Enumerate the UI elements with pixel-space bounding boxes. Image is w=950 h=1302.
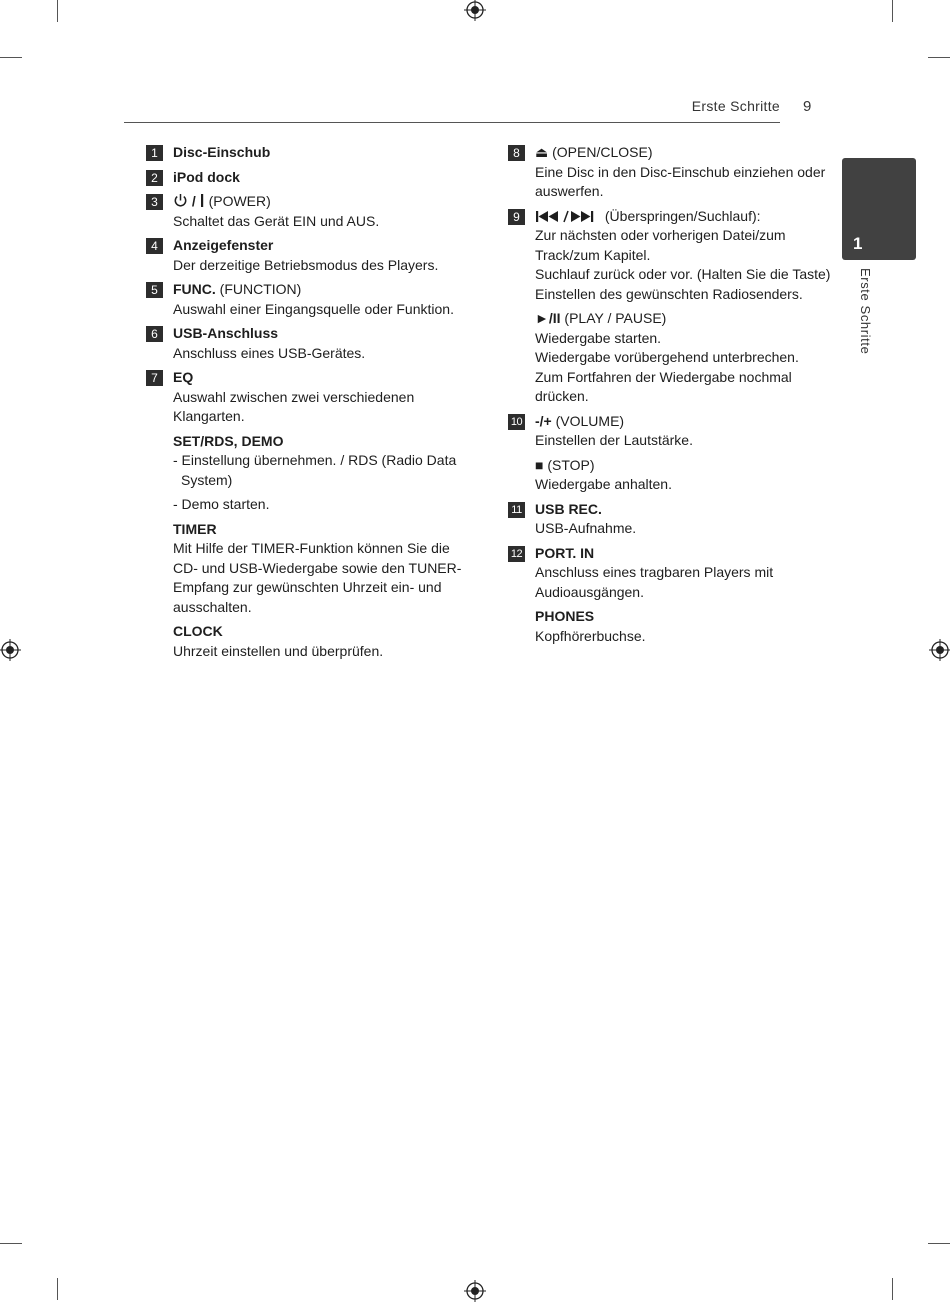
item-number: 11 — [508, 502, 525, 518]
sub-title: SET/RDS, DEMO — [173, 432, 284, 449]
sub-title: TIMER — [173, 520, 217, 537]
crop-mark — [892, 0, 893, 22]
right-column — [508, 143, 834, 651]
item-number: 10 — [508, 414, 525, 430]
crop-mark — [892, 1278, 893, 1300]
registration-mark-icon — [464, 0, 486, 21]
item-title: USB-Anschluss — [173, 325, 279, 341]
item-number: 8 — [508, 145, 525, 161]
list-item — [146, 143, 468, 163]
sub-label: (PLAY / PAUSE) — [560, 310, 667, 326]
item-description: Anschluss eines USB-Gerätes. — [173, 344, 366, 361]
item-number: 7 — [146, 370, 163, 386]
sub-description: Wiedergabe vorübergehend unterbrechen. — [535, 349, 799, 365]
registration-mark-icon — [464, 1280, 486, 1302]
chapter-side-label: Erste Schritte — [858, 268, 873, 355]
item-description: Schaltet das Gerät EIN und AUS. — [173, 212, 380, 229]
item-number: 2 — [146, 170, 163, 186]
stop-icon: ■ — [535, 456, 544, 473]
item-number: 6 — [146, 326, 163, 342]
sub-entry-phones — [535, 607, 834, 646]
list-item — [146, 368, 468, 661]
crop-mark — [57, 1278, 58, 1300]
list-item — [508, 143, 834, 202]
list-item — [508, 412, 834, 495]
running-header-title: Erste Schritte — [691, 98, 780, 114]
item-label: (POWER) — [208, 193, 271, 209]
crop-mark — [928, 57, 950, 58]
list-item — [146, 192, 468, 231]
item-label: (VOLUME) — [551, 412, 625, 429]
list-item — [146, 168, 468, 188]
item-number: 5 — [146, 282, 163, 298]
item-description: Auswahl zwischen zwei verschiedenen Klangarten. — [173, 388, 415, 424]
item-description: USB-Aufnahme. — [535, 520, 637, 536]
item-description: Suchlauf zurück oder vor. (Halten Sie die Taste) Einstellen des gewünschten Radiosenders. — [535, 266, 831, 302]
left-column — [146, 143, 468, 666]
skip-search-icon — [535, 210, 601, 223]
item-number: 3 — [146, 194, 163, 210]
eject-icon: ⏏ — [535, 144, 549, 160]
item-description: Eine Disc in den Disc-Einschub einziehen oder auswerfen. — [535, 163, 826, 199]
sub-description: Wiedergabe starten. — [535, 329, 662, 346]
registration-mark-icon — [929, 639, 950, 661]
item-title: FUNC. — [173, 281, 216, 297]
registration-mark-icon — [0, 639, 21, 661]
sub-entry-clock — [173, 622, 468, 661]
crop-mark — [928, 1243, 950, 1244]
sub-entry-timer — [173, 520, 468, 618]
item-title: USB REC. — [535, 500, 602, 517]
crop-mark — [57, 0, 58, 22]
page-number: 9 — [803, 98, 812, 115]
crop-mark — [0, 1243, 22, 1244]
power-separator: / — [188, 193, 200, 209]
list-item — [146, 280, 468, 319]
power-icon — [173, 193, 188, 208]
list-item — [508, 500, 834, 539]
sub-line: - Einstellung übernehmen. / RDS (Radio Data System) — [173, 452, 457, 488]
sub-line: - Demo starten. — [173, 496, 270, 512]
item-description: Auswahl einer Eingangsquelle oder Funktion. — [173, 300, 454, 317]
item-title: Disc-Einschub — [173, 144, 271, 160]
chapter-tab — [842, 158, 916, 260]
item-label: (OPEN/CLOSE) — [548, 144, 653, 160]
sub-description: Mit Hilfe der TIMER-Funktion können Sie die CD- und USB-Wiedergabe sowie den TUNER-Empfang zur gewünschten Uhrzeit ein- und ausschalten. — [173, 540, 462, 615]
item-description: Der derzeitige Betriebsmodus des Players. — [173, 256, 439, 273]
item-description: Einstellen der Lautstärke. — [535, 432, 693, 448]
item-number: 4 — [146, 238, 163, 254]
item-number: 1 — [146, 145, 163, 161]
list-item — [508, 544, 834, 647]
sub-description: Zum Fortfahren der Wiedergabe nochmal drücken. — [535, 368, 792, 404]
item-description: Zur nächsten oder vorherigen Datei/zum Track/zum Kapitel. — [535, 227, 786, 263]
crop-mark — [0, 57, 22, 58]
chapter-number: 1 — [853, 234, 863, 253]
header-rule — [124, 122, 780, 123]
play-pause-icon: ►/II — [535, 310, 561, 326]
item-title: iPod dock — [173, 168, 240, 185]
item-number: 12 — [508, 546, 525, 562]
item-description: Anschluss eines tragbaren Players mit Audioausgängen. — [535, 564, 774, 600]
item-number: 9 — [508, 209, 525, 225]
list-item — [146, 236, 468, 275]
standby-bar-icon — [200, 193, 205, 208]
sub-description: Wiedergabe anhalten. — [535, 476, 672, 492]
item-label: (FUNCTION) — [215, 281, 302, 297]
list-item — [146, 324, 468, 363]
item-label: (Überspringen/Suchlauf): — [601, 207, 761, 224]
sub-title: PHONES — [535, 608, 595, 624]
sub-label: (STOP) — [543, 456, 595, 473]
list-item — [508, 207, 834, 407]
sub-entry-set-rds-demo — [173, 432, 468, 515]
sub-title: CLOCK — [173, 623, 223, 639]
item-title: EQ — [173, 369, 194, 385]
item-title: PORT. IN — [535, 544, 595, 561]
sub-description: Kopfhörerbuchse. — [535, 627, 646, 644]
sub-entry-stop — [535, 456, 834, 495]
sub-entry-play-pause — [535, 309, 834, 407]
item-title: Anzeigefenster — [173, 237, 274, 253]
volume-symbol: -/+ — [535, 412, 552, 429]
sub-description: Uhrzeit einstellen und überprüfen. — [173, 642, 384, 659]
